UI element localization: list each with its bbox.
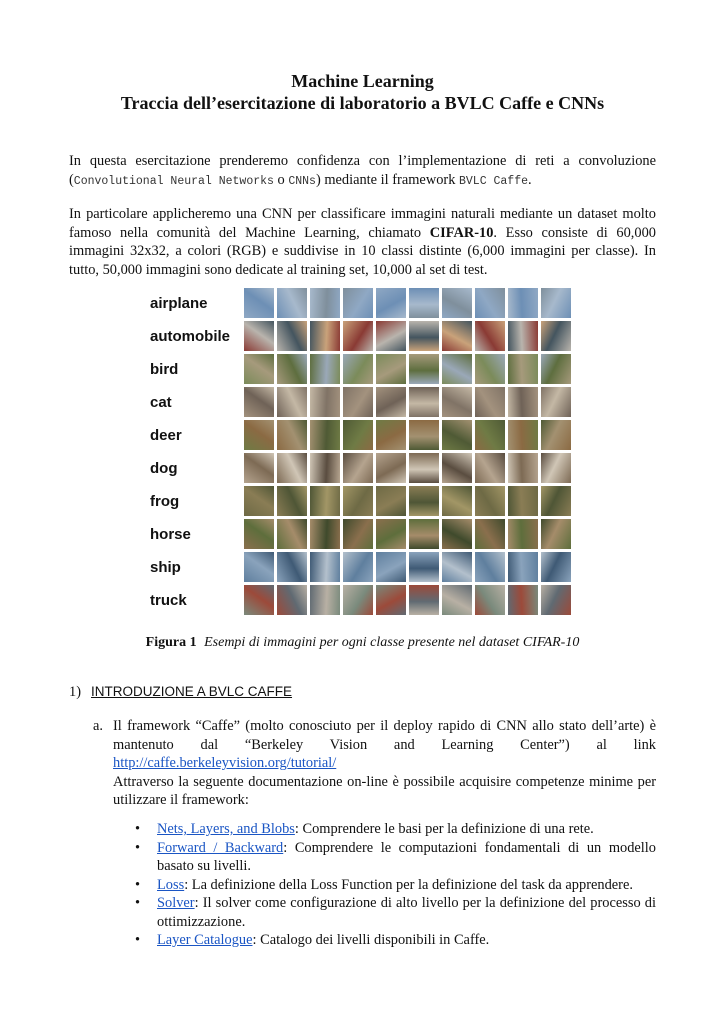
sample-image-horse-5	[376, 519, 406, 549]
sample-image-dog-9	[508, 453, 538, 483]
bullet-dot-icon: •	[135, 895, 141, 911]
sample-image-airplane-4	[343, 288, 373, 318]
sample-image-bird-10	[541, 354, 571, 384]
sample-image-automobile-10	[541, 321, 571, 351]
sample-image-automobile-9	[508, 321, 538, 351]
intro-text-c: ) mediante il framework	[315, 171, 459, 188]
sample-image-deer-6	[409, 420, 439, 450]
bullet-item	[135, 931, 656, 950]
bullet-item	[135, 839, 656, 876]
sample-image-deer-7	[442, 420, 472, 450]
sample-image-frog-3	[310, 486, 340, 516]
cifar10-figure	[147, 287, 573, 619]
sample-image-horse-9	[508, 519, 538, 549]
sample-image-airplane-10	[541, 288, 571, 318]
sample-image-truck-7	[442, 585, 472, 615]
sample-image-truck-9	[508, 585, 538, 615]
sample-image-truck-4	[343, 585, 373, 615]
class-label-bird: bird	[150, 361, 179, 378]
sample-image-frog-10	[541, 486, 571, 516]
intro-text-a: In questa esercitazione prenderemo confidenza con l’implementazione di reti a convoluzione (	[69, 153, 656, 188]
code-cnns: CNNs	[288, 174, 316, 188]
item-a-text-2: Attraverso la seguente documentazione on-line è possibile acquisire competenze minime per utilizzare il framework:	[113, 773, 656, 808]
sample-image-automobile-1	[244, 321, 274, 351]
intro-text-d: .	[528, 171, 532, 188]
sample-image-frog-7	[442, 486, 472, 516]
caption-text: Esempi di immagini per ogni classe presente nel dataset CIFAR-10	[204, 635, 580, 650]
sample-image-dog-2	[277, 453, 307, 483]
cifar-text-a: In particolare applicheremo una CNN per classificare immagini naturali mediante un dataset molto famoso nella comunità del Machine Learning, chiamato	[69, 206, 656, 241]
sample-image-bird-9	[508, 354, 538, 384]
sample-image-truck-10	[541, 585, 571, 615]
sample-image-ship-3	[310, 552, 340, 582]
sample-image-deer-4	[343, 420, 373, 450]
class-label-horse: horse	[150, 526, 191, 543]
sample-image-horse-1	[244, 519, 274, 549]
sample-image-cat-5	[376, 387, 406, 417]
sample-image-dog-5	[376, 453, 406, 483]
sample-image-deer-10	[541, 420, 571, 450]
sample-image-automobile-3	[310, 321, 340, 351]
bullet-text: : Il solver come configurazione di alto livello per la definizione del processo di ottimizzazione.	[157, 895, 656, 930]
class-label-airplane: airplane	[150, 295, 208, 312]
sample-image-airplane-9	[508, 288, 538, 318]
list-item-a	[93, 717, 656, 810]
sample-image-truck-2	[277, 585, 307, 615]
sample-image-ship-4	[343, 552, 373, 582]
sample-image-horse-7	[442, 519, 472, 549]
doc-link[interactable]: Layer Catalogue	[157, 932, 253, 948]
sample-image-horse-4	[343, 519, 373, 549]
bullet-item	[135, 820, 656, 839]
section-title: INTRODUZIONE A BVLC CAFFE	[91, 684, 293, 699]
sample-image-automobile-8	[475, 321, 505, 351]
documentation-bullet-list	[135, 820, 656, 950]
bullet-item	[135, 876, 656, 895]
sample-image-truck-1	[244, 585, 274, 615]
sample-image-airplane-7	[442, 288, 472, 318]
sample-image-bird-1	[244, 354, 274, 384]
sample-image-ship-2	[277, 552, 307, 582]
sample-image-ship-8	[475, 552, 505, 582]
sample-image-deer-2	[277, 420, 307, 450]
class-label-ship: ship	[150, 559, 181, 576]
sample-image-frog-8	[475, 486, 505, 516]
sample-image-deer-9	[508, 420, 538, 450]
intro-paragraph	[69, 152, 656, 191]
figure-caption	[0, 635, 725, 651]
doc-link[interactable]: Nets, Layers, and Blobs	[157, 821, 295, 837]
sample-image-horse-3	[310, 519, 340, 549]
doc-link[interactable]: Loss	[157, 876, 185, 893]
sample-image-cat-8	[475, 387, 505, 417]
sample-image-frog-5	[376, 486, 406, 516]
sample-image-bird-7	[442, 354, 472, 384]
sample-image-cat-6	[409, 387, 439, 417]
section-heading	[69, 684, 292, 701]
sample-image-truck-5	[376, 585, 406, 615]
sample-image-cat-4	[343, 387, 373, 417]
code-cnn-full: Convolutional Neural Networks	[73, 174, 274, 188]
class-label-deer: deer	[150, 427, 182, 444]
bullet-dot-icon: •	[135, 839, 141, 856]
sample-image-dog-6	[409, 453, 439, 483]
sample-image-airplane-5	[376, 288, 406, 318]
title-line-2: Traccia dell’esercitazione di laboratorio a BVLC Caffe e CNNs	[120, 93, 605, 113]
sample-image-cat-7	[442, 387, 472, 417]
sample-image-automobile-7	[442, 321, 472, 351]
sample-image-bird-3	[310, 354, 340, 384]
sample-image-dog-4	[343, 453, 373, 483]
sample-image-ship-1	[244, 552, 274, 582]
sample-image-airplane-1	[244, 288, 274, 318]
sample-image-ship-7	[442, 552, 472, 582]
bullet-dot-icon: •	[135, 932, 141, 948]
sample-image-frog-1	[244, 486, 274, 516]
sample-image-bird-8	[475, 354, 505, 384]
sample-image-dog-8	[475, 453, 505, 483]
sample-image-automobile-2	[277, 321, 307, 351]
bullet-text: : La definizione della Loss Function per la definizione del task da apprendere.	[184, 876, 633, 893]
sample-image-airplane-6	[409, 288, 439, 318]
bullet-dot-icon: •	[135, 821, 141, 837]
sample-image-deer-5	[376, 420, 406, 450]
sample-image-automobile-5	[376, 321, 406, 351]
class-label-frog: frog	[150, 493, 180, 510]
sample-image-horse-8	[475, 519, 505, 549]
sample-image-horse-10	[541, 519, 571, 549]
sample-image-dog-10	[541, 453, 571, 483]
sample-image-horse-2	[277, 519, 307, 549]
bullet-text: : Comprendere le basi per la definizione di una rete.	[294, 821, 594, 837]
caption-label: Figura 1	[145, 635, 197, 650]
class-label-truck: truck	[150, 592, 187, 609]
item-a-text-1: Il framework “Caffe” (molto conosciuto per il deploy rapido di CNN allo stato dell’arte) è mantenuto dal “Berkeley Vision and Learning Center”) al link	[113, 718, 656, 753]
sample-image-bird-5	[376, 354, 406, 384]
sample-image-bird-2	[277, 354, 307, 384]
class-label-automobile: automobile	[150, 328, 231, 345]
sample-image-frog-4	[343, 486, 373, 516]
cifar-text-b: . Esso consiste di 60,000 immagini 32x32, a colori (RGB) e suddivise in 10 classi distinte (6,000 immagini per classe). In tutto, 50,000 immagini sono dedicate al training set, 10,000 al set di test.	[69, 224, 656, 278]
class-label-dog: dog	[150, 460, 178, 477]
sample-image-cat-9	[508, 387, 538, 417]
sample-image-ship-10	[541, 552, 571, 582]
sample-image-ship-5	[376, 552, 406, 582]
sample-image-truck-8	[475, 585, 505, 615]
doc-link[interactable]: Forward / Backward	[157, 839, 284, 856]
sample-image-dog-1	[244, 453, 274, 483]
section-number: 1)	[69, 684, 81, 700]
sample-image-bird-6	[409, 354, 439, 384]
sample-image-ship-9	[508, 552, 538, 582]
sample-image-deer-3	[310, 420, 340, 450]
sample-image-dog-7	[442, 453, 472, 483]
sample-image-truck-3	[310, 585, 340, 615]
list-marker: a.	[93, 718, 103, 734]
code-bvlc-caffe: BVLC Caffe	[459, 174, 529, 188]
bullet-text: : Comprendere le computazioni fondamentali di un modello basato su livelli.	[157, 839, 656, 874]
sample-image-horse-6	[409, 519, 439, 549]
caffe-tutorial-link[interactable]: http://caffe.berkeleyvision.org/tutorial/	[113, 755, 337, 771]
sample-image-automobile-4	[343, 321, 373, 351]
bullet-dot-icon: •	[135, 876, 141, 893]
sample-image-cat-2	[277, 387, 307, 417]
sample-image-airplane-8	[475, 288, 505, 318]
title-line-1: Machine Learning	[291, 71, 434, 91]
sample-image-truck-6	[409, 585, 439, 615]
sample-image-cat-1	[244, 387, 274, 417]
sample-image-automobile-6	[409, 321, 439, 351]
sample-image-bird-4	[343, 354, 373, 384]
sample-image-frog-6	[409, 486, 439, 516]
sample-image-frog-9	[508, 486, 538, 516]
intro-text-b: o	[273, 171, 289, 188]
doc-link[interactable]: Solver	[157, 895, 195, 911]
cifar-paragraph	[69, 205, 656, 279]
bullet-item	[135, 894, 656, 931]
cifar-name: CIFAR-10	[429, 224, 494, 241]
sample-image-airplane-2	[277, 288, 307, 318]
document-title	[0, 70, 725, 114]
sample-image-cat-10	[541, 387, 571, 417]
class-label-cat: cat	[150, 394, 172, 411]
bullet-text: : Catalogo dei livelli disponibili in Caffe.	[252, 932, 490, 948]
sample-image-dog-3	[310, 453, 340, 483]
sample-image-ship-6	[409, 552, 439, 582]
sample-image-frog-2	[277, 486, 307, 516]
sample-image-deer-1	[244, 420, 274, 450]
sample-image-cat-3	[310, 387, 340, 417]
sample-image-deer-8	[475, 420, 505, 450]
sample-image-grid	[244, 287, 573, 619]
sample-image-airplane-3	[310, 288, 340, 318]
